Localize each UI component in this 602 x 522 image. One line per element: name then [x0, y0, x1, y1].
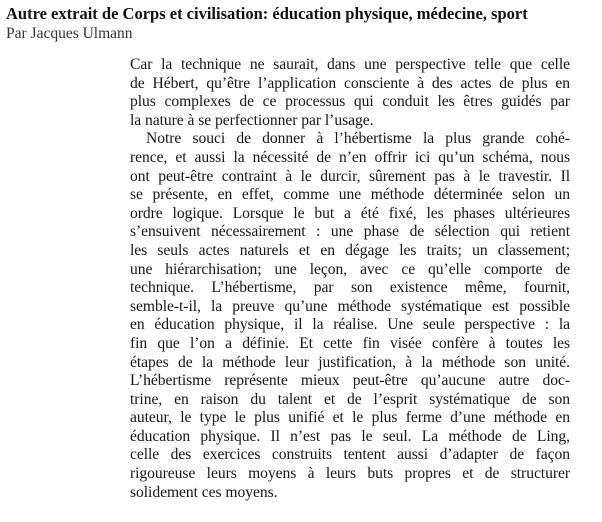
- excerpt-line: rence, et aussi la nécessité de n’en offrir ici qu’un schéma, nous: [130, 148, 570, 166]
- excerpt-line: auteur, le type le plus unifié et le plus ferme d’une méthode en: [130, 409, 570, 427]
- page-title: Autre extrait de Corps et civilisation: éducation physique, médecine, sport: [6, 4, 528, 23]
- author-byline: Par Jacques Ulmann: [6, 25, 133, 42]
- excerpt-line: semble-t-il, la preuve qu’une méthode systématique est possible: [130, 297, 570, 315]
- excerpt-line: de Hébert, qu’être l’application consciente à des actes de plus en: [130, 74, 570, 92]
- header: [6, 4, 598, 43]
- excerpt-line: les seuls actes naturels et en dégage les traits; un classement;: [130, 241, 570, 259]
- excerpt-line: rigoureuse leurs moyens à leurs buts propres et de structurer: [130, 465, 570, 483]
- excerpt-line: éducation physique. Il n’est pas le seul. La méthode de Ling,: [130, 427, 570, 445]
- excerpt-line: s’ensuivent nécessairement : une phase de sélection qui retient: [130, 223, 570, 241]
- scanned-excerpt: [130, 56, 570, 502]
- excerpt-line: solidement ces moyens.: [130, 483, 278, 501]
- excerpt-line: étapes de la méthode leur justification, à la méthode son unité.: [130, 353, 570, 371]
- excerpt-line: fin que l’on a définie. Et cette fin visée confère à toutes les: [130, 334, 570, 352]
- excerpt-line: ont peut-être contraint à le durcir, sûrement pas à le travestir. Il: [130, 167, 570, 185]
- excerpt-line: se présente, en effet, comme une méthode déterminée selon un: [130, 186, 570, 204]
- excerpt-line: la nature à se perfectionner par l’usage.: [130, 111, 374, 129]
- excerpt-line: celle des exercices construits tentent aussi d’adapter de façon: [130, 446, 570, 464]
- excerpt-line: plus complexes de ce processus qui conduit les êtres guidés par: [130, 93, 570, 111]
- excerpt-line: une hiérarchisation; une leçon, avec ce qu’elle comporte de: [130, 260, 570, 278]
- excerpt-line: en éducation physique, il la réalise. Une seule perspective : la: [130, 316, 570, 334]
- excerpt-line: trine, en raison du talent et de l’esprit systématique de son: [130, 390, 570, 408]
- excerpt-line: ordre logique. Lorsque le but a été fixé, les phases ultérieures: [130, 204, 570, 222]
- excerpt-line: Car la technique ne saurait, dans une perspective telle que celle: [130, 56, 570, 73]
- excerpt-line: L’hébertisme représente mieux peut-être qu’aucune autre doc-: [130, 372, 570, 390]
- excerpt-line: Notre souci de donner à l’hébertisme la plus grande cohé-: [146, 130, 570, 148]
- excerpt-line: technique. L’hébertisme, par son existence même, fournit,: [130, 279, 570, 297]
